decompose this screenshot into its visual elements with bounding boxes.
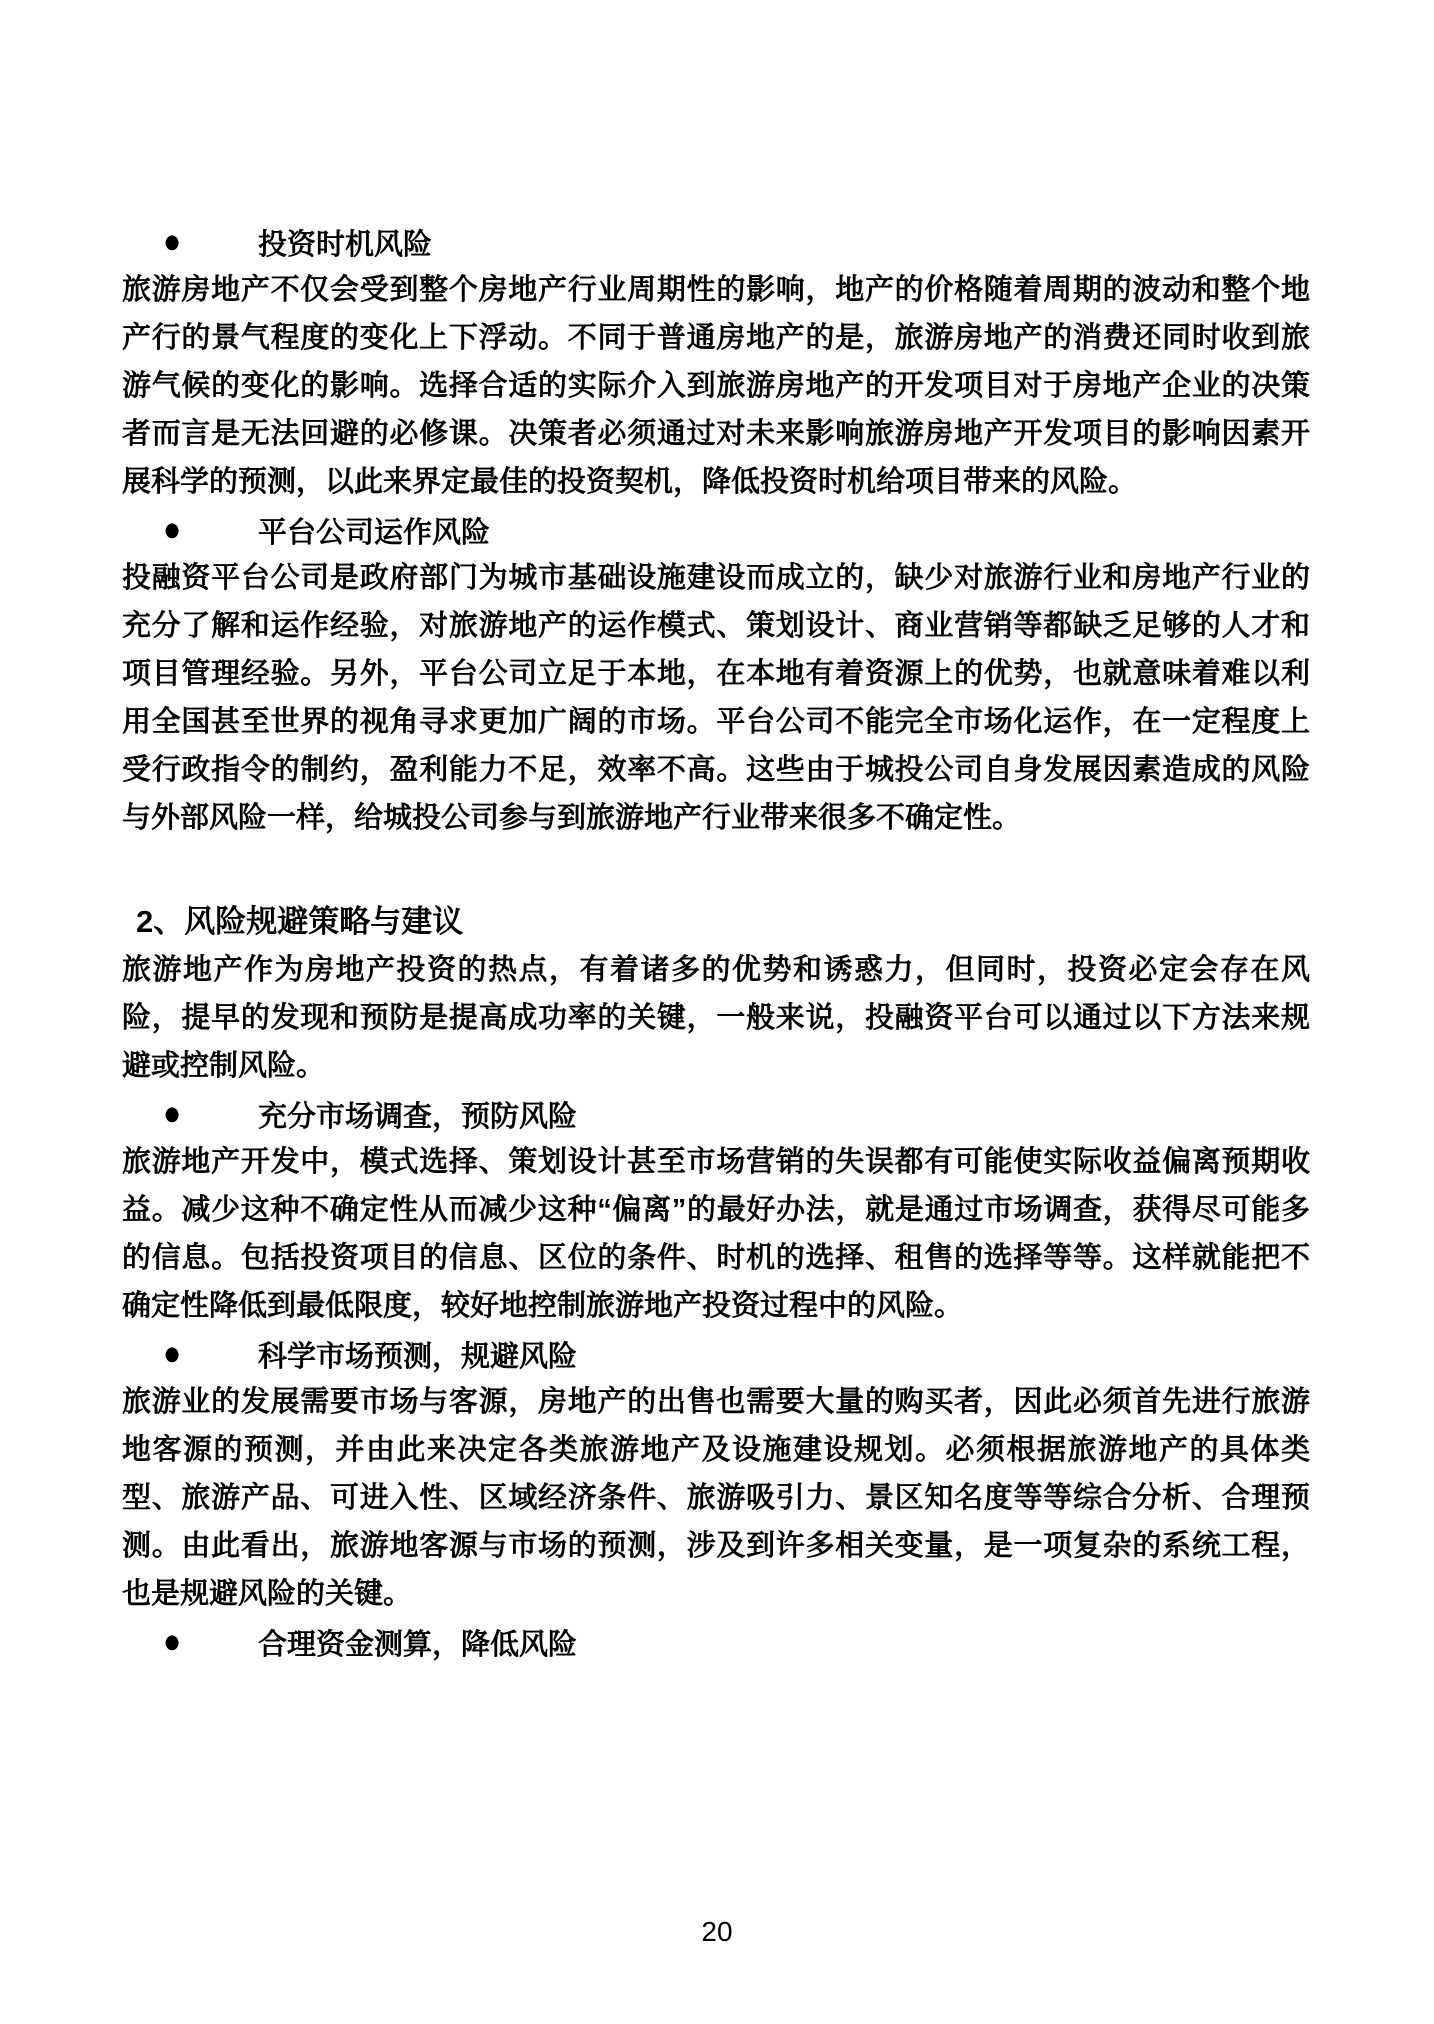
bullet-icon: ● [163, 1334, 182, 1373]
document-content [122, 218, 1310, 1666]
paragraph-market-survey: 旅游地产开发中，模式选择、策划设计甚至市场营销的失误都有可能使实际收益偏离预期收益。减少这种不确定性从而减少这种“偏离”的最好办法，就是通过市场调查，获得尽可能多的信息。包括投资项目的信息、区位的条件、时机的选择、租售的选择等等。这样就能把不确定性降低到最低限度，较好地控制旅游地产投资过程中的风险。 [122, 1146, 1310, 1322]
bullet-label: 平台公司运作风险 [258, 516, 491, 549]
paragraph-market-forecast: 旅游业的发展需要市场与客源，房地产的出售也需要大量的购买者，因此必须首先进行旅游地客源的预测，并由此来决定各类旅游地产及设施建设规划。必须根据旅游地产的具体类型、旅游产品、可进入性、区域经济条件、旅游吸引力、景区知名度等等综合分析、合理预测。由此看出，旅游地客源与市场的预测，涉及到许多相关变量，是一项复杂的系统工程，也是规避风险的关键。 [122, 1386, 1310, 1610]
bullet-icon: ● [163, 1094, 182, 1133]
bullet-item-market-forecast [122, 1330, 1310, 1378]
page-number: 20 [701, 1916, 733, 1947]
bullet-label: 投资时机风险 [258, 228, 433, 261]
paragraph-platform-operation: 投融资平台公司是政府部门为城市基础设施建设而成立的，缺少对旅游行业和房地产行业的充分了解和运作经验，对旅游地产的运作模式、策划设计、商业营销等都缺乏足够的人才和项目管理经验。另外，平台公司立足于本地，在本地有着资源上的优势，也就意味着难以利用全国甚至世界的视角寻求更加广阔的市场。平台公司不能完全市场化运作，在一定程度上受行政指令的制约，盈利能力不足，效率不高。这些由于城投公司自身发展因素造成的风险与外部风险一样，给城投公司参与到旅游地产行业带来很多不确定性。 [122, 562, 1310, 834]
paragraph-investment-timing: 旅游房地产不仅会受到整个房地产行业周期性的影响，地产的价格随着周期的波动和整个地产行的景气程度的变化上下浮动。不同于普通房地产的是，旅游房地产的消费还同时收到旅游气候的变化的影响。选择合适的实际介入到旅游房地产的开发项目对于房地产企业的决策者而言是无法回避的必修课。决策者必须通过对未来影响旅游房地产开发项目的影响因素开展科学的预测，以此来界定最佳的投资契机，降低投资时机给项目带来的风险。 [122, 274, 1310, 498]
bullet-item-investment-timing [122, 218, 1310, 266]
bullet-icon: ● [163, 510, 182, 549]
bullet-label: 合理资金测算，降低风险 [258, 1628, 578, 1661]
paragraph-section-intro: 旅游地产作为房地产投资的热点，有着诸多的优势和诱惑力，但同时，投资必定会存在风险，提早的发现和预防是提高成功率的关键，一般来说，投融资平台可以通过以下方法来规避或控制风险。 [122, 954, 1310, 1082]
bullet-icon: ● [163, 222, 182, 261]
bullet-item-platform-operation [122, 506, 1310, 554]
bullet-item-fund-calculation [122, 1618, 1310, 1666]
bullet-item-market-survey [122, 1090, 1310, 1138]
bullet-label: 科学市场预测，规避风险 [258, 1340, 578, 1373]
section-heading: 2、风险规避策略与建议 [136, 904, 464, 939]
bullet-icon: ● [163, 1622, 182, 1661]
bullet-label: 充分市场调查，预防风险 [258, 1100, 578, 1133]
